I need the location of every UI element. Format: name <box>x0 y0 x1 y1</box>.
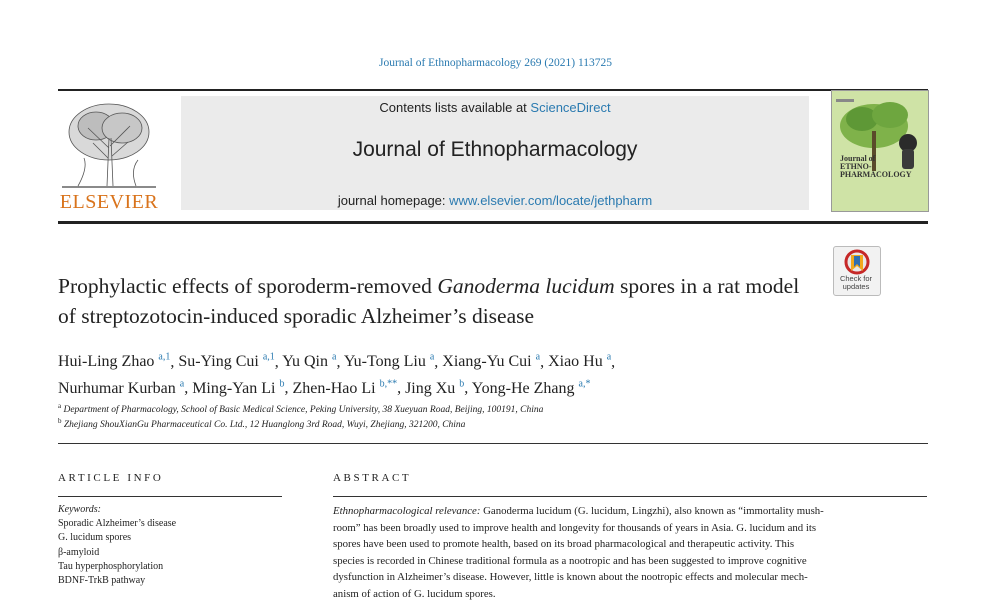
author[interactable]: Yu-Tong Liu $^a$ <box>343 352 435 371</box>
abstract-heading: ABSTRACT <box>333 472 412 484</box>
title-part-1: Prophylactic effects of sporoderm-removed <box>58 274 438 298</box>
affiliation-a: $^a$ Department of Pharmacology, School of Basic Medical Science, Peking University, 38 Xueyuan Road, Beijing, 100191, China <box>58 402 544 416</box>
homepage-prefix: journal homepage: <box>337 193 450 208</box>
author[interactable]: Su-Ying Cui $^{a,1}$ <box>178 352 275 371</box>
article-info-divider <box>58 496 282 497</box>
affiliation-b: $^b$ Zhejiang ShouXianGu Pharmaceutical Co. Ltd., 12 Huanglong 3rd Road, Wuyi, Zhejiang, 321200, China <box>58 417 466 431</box>
header-bottom-divider <box>58 221 928 224</box>
abstract-label: Ethnopharmacological relevance: <box>333 505 481 517</box>
author[interactable]: Jing Xu $^b$ <box>405 378 465 397</box>
abstract-line: room” has been broadly used to improve health and longevity for thousands of years in Asia. G. lucidum and its <box>333 521 817 534</box>
abstract-divider <box>333 496 927 497</box>
title-italic-species: Ganoderma lucidum <box>437 274 615 298</box>
journal-citation[interactable]: Journal of Ethnopharmacology 269 (2021) 113725 <box>378 57 613 69</box>
keyword[interactable]: β-amyloid <box>58 546 100 558</box>
journal-cover-thumbnail[interactable] <box>831 90 929 212</box>
keyword[interactable]: G. lucidum spores <box>58 532 132 544</box>
elsevier-wordmark: ELSEVIER <box>59 191 159 213</box>
bookmark-check-icon <box>834 247 880 277</box>
abstract-line: Ethnopharmacological relevance: Ganoderma lucidum (G. lucidum, Lingzhi), also known as “immortality mush- <box>333 505 824 517</box>
sciencedirect-link[interactable]: ScienceDirect <box>530 100 611 115</box>
author[interactable]: Nurhumar Kurban $^a$ <box>58 378 185 397</box>
cover-line-2: ETHNO- <box>840 162 872 171</box>
check-label-line-1: Check for <box>839 274 873 283</box>
check-label-line-2: updates <box>842 282 870 291</box>
article-title <box>58 271 818 331</box>
affiliation-divider <box>58 443 928 444</box>
cover-line-1: Journal of <box>840 154 876 163</box>
journal-title[interactable]: Journal of Ethnopharmacology <box>352 138 638 161</box>
author[interactable]: Xiao Hu $^a$ <box>548 352 612 371</box>
author[interactable]: Hui-Ling Zhao $^{a,1}$ <box>58 352 171 371</box>
abstract-line: species is recorded in Chinese traditional formula as a nootropic and has been suggested to improve cognitive <box>333 554 807 567</box>
article-info-heading: ARTICLE INFO <box>58 472 164 484</box>
contents-line <box>181 100 809 115</box>
contents-prefix: Contents lists available at <box>379 100 531 115</box>
check-for-updates-label <box>833 275 879 291</box>
keyword[interactable]: Sporadic Alzheimer’s disease <box>58 518 177 530</box>
abstract-line: dysfunction in Alzheimer’s disease. However, little is known about the nootropic effects and molecular mech- <box>333 571 808 584</box>
keyword[interactable]: Tau hyperphosphorylation <box>58 560 164 572</box>
author[interactable]: Ming-Yan Li $^b$ <box>192 378 285 397</box>
homepage-line <box>181 193 809 208</box>
abstract-line: spores have been used to promote health, based on its broad pharmacological and therapeutic activity. This <box>333 538 795 551</box>
cover-line-3: PHARMACOLOGY <box>840 170 912 179</box>
title-part-2: spores in a rat model of streptozotocin-induced sporadic Alzheimer’s disease <box>58 274 800 328</box>
author[interactable]: Zhen-Hao Li $^{b,**}$ <box>292 378 398 397</box>
author[interactable]: Xiang-Yu Cui $^a$ <box>442 352 541 371</box>
keyword[interactable]: BDNF-TrkB pathway <box>58 575 146 587</box>
keywords-list <box>58 503 282 588</box>
author[interactable]: Yong-He Zhang $^{a,*}$ <box>471 378 591 397</box>
keywords-label: Keywords: <box>58 504 101 515</box>
abstract-line: anism of action of G. lucidum spores. <box>333 587 496 600</box>
homepage-link[interactable]: www.elsevier.com/locate/jethpharm <box>449 193 653 208</box>
header-top-divider <box>58 89 928 91</box>
abstract-body <box>333 503 927 603</box>
author-list: Hui-Ling Zhao $^{a,1}$, Su-Ying Cui $^{a,1}$, Yu Qin $^a$, Yu-Tong Liu $^a$, Xiang-Yu Cui $^a$, Xiao Hu $^a$, Nurhumar Kurban $^a$, Ming-Yan Li $^b$, Zhen-Hao Li $^{b,**}$, Jing Xu $^b$, Yong-He Zhang $^{a,*}$ <box>58 352 616 397</box>
author[interactable]: Yu Qin $^a$ <box>282 352 337 371</box>
